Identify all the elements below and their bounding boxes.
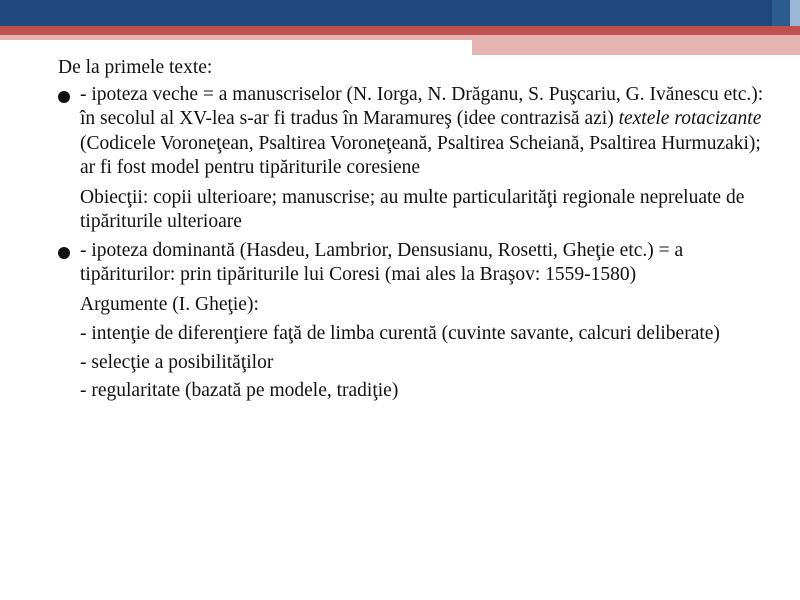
bullet-text: [58, 239, 778, 288]
bullet-text-italic: textele rotacizante: [618, 108, 762, 129]
argument-item: - regularitate (bazată pe modele, tradiţie): [80, 380, 399, 401]
objections-note: Obiecţii: copii ulterioare; manuscrise; au multe particularităţi regionale nepreluate de tipăriturile ulterioare: [80, 186, 745, 232]
bullet-text: [58, 83, 778, 181]
bullet-text-main: - ipoteza dominantă (Hasdeu, Lambrior, Densusianu, Rosetti, Gheţie etc.) = a tipăriturilor: prin tipăriturile lui Coresi (mai ales la Braşov: 1559-1580): [80, 239, 684, 285]
slide-heading: De la primele texte:: [58, 57, 213, 78]
argument-item: - intenţie de diferenţiere faţă de limba curentă (cuvinte savante, calcuri deliberate): [80, 323, 720, 344]
bullet-text-before: - ipoteza veche = a manuscriselor (N. Iorga, N. Drăganu, S. Puşcariu, G. Ivănescu etc.): în secolul al XV-lea s-ar fi tradus în Maramureş (idee contrazisă azi): [80, 83, 764, 129]
header-band-navy: [0, 0, 772, 26]
arguments-title: Argumente (I. Gheţie):: [80, 293, 259, 315]
header-band-red: [0, 26, 800, 35]
bullet-prints: [58, 239, 778, 404]
bullet-dot-icon: [58, 247, 70, 259]
bullet-manuscripts: [58, 83, 778, 235]
header-stripe-light: [790, 0, 800, 26]
header-band-pink-right: [472, 35, 800, 55]
header-stripe-dark: [772, 0, 790, 26]
bullet-dot-icon: [58, 91, 70, 103]
bullet-text-after: (Codicele Voroneţean, Psaltirea Voroneţeană, Psaltirea Scheiană, Psaltirea Hurmuzaki); ar fi fost model pentru tipăriturile coresiene: [80, 132, 761, 178]
argument-item: - selecţie a posibilităţilor: [80, 351, 274, 373]
header-band-pink-left: [0, 35, 472, 40]
slide-content: [58, 56, 778, 404]
